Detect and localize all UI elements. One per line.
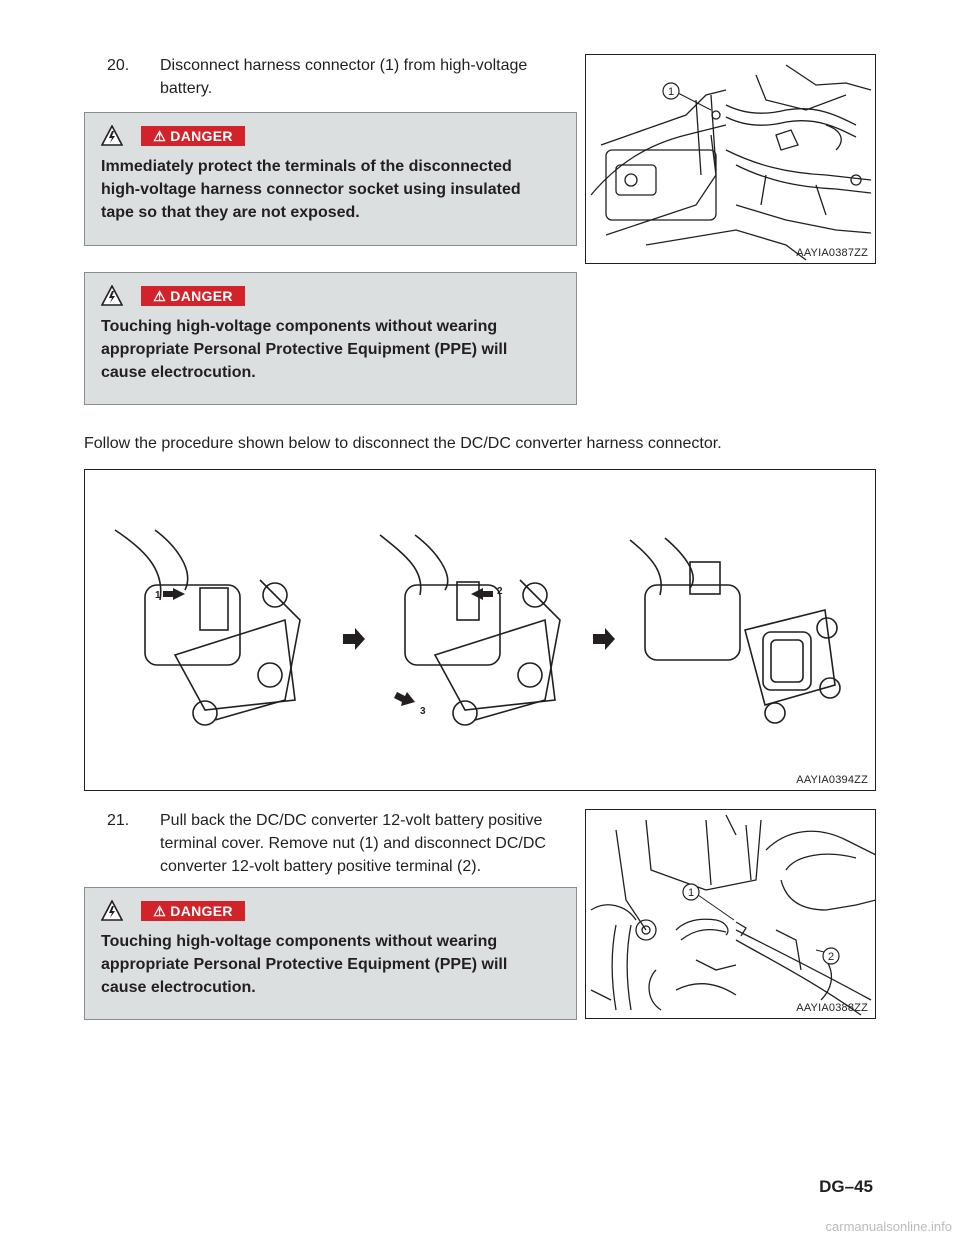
watermark: carmanualsonline.info — [825, 1219, 952, 1234]
danger-line: appropriate Personal Protective Equipment (PPE) will — [101, 956, 508, 973]
figure-code: AAYIA0388ZZ — [796, 1002, 868, 1014]
page-number: DG–45 — [819, 1177, 873, 1196]
danger-line: cause electrocution. — [101, 364, 256, 381]
step-text-line: Disconnect harness connector (1) from high-voltage — [160, 57, 528, 74]
danger-badge: ⚠ DANGER — [141, 286, 245, 306]
danger-line: Touching high-voltage components without wearing — [101, 318, 498, 335]
figure-code: AAYIA0387ZZ — [796, 247, 868, 259]
danger-line: high-voltage harness connector socket using insulated — [101, 181, 521, 198]
callout-3: 3 — [420, 706, 426, 717]
step-text-line: battery. — [160, 80, 213, 97]
danger-label: DANGER — [170, 128, 233, 144]
danger-line: tape so that they are not exposed. — [101, 204, 360, 221]
danger-line: cause electrocution. — [101, 979, 256, 996]
figure-12v-terminal — [585, 809, 876, 1019]
danger-line: appropriate Personal Protective Equipment (PPE) will — [101, 341, 508, 358]
callout-2: 2 — [497, 586, 503, 597]
callout-1: 1 — [667, 86, 675, 98]
step-text-line: converter 12-volt battery positive terminal (2). — [160, 858, 482, 875]
danger-line: Touching high-voltage components without wearing — [101, 933, 498, 950]
callout-1: 1 — [687, 887, 695, 899]
dcdc-connector-illustration — [85, 470, 876, 791]
callout-2: 2 — [827, 951, 835, 963]
danger-badge: ⚠ DANGER — [141, 901, 245, 921]
danger-box-1 — [84, 112, 577, 246]
battery-connector-illustration — [586, 55, 876, 264]
danger-text — [101, 930, 571, 999]
danger-badge: ⚠ DANGER — [141, 126, 245, 146]
danger-box-2 — [84, 272, 577, 405]
figure-dcdc-connector-procedure — [84, 469, 876, 791]
danger-label: DANGER — [170, 288, 233, 304]
danger-text — [101, 315, 571, 384]
terminal-illustration — [586, 810, 876, 1019]
high-voltage-icon — [101, 900, 123, 922]
danger-label: DANGER — [170, 903, 233, 919]
step-text-line: Pull back the DC/DC converter 12-volt battery positive — [160, 812, 543, 829]
callout-1: 1 — [155, 590, 161, 601]
danger-box-3 — [84, 887, 577, 1020]
figure-code: AAYIA0394ZZ — [796, 774, 868, 786]
danger-line: Immediately protect the terminals of the disconnected — [101, 158, 512, 175]
figure-battery-connector — [585, 54, 876, 264]
step-21 — [107, 809, 567, 878]
step-text-line: terminal cover. Remove nut (1) and disconnect DC/DC — [160, 835, 546, 852]
step-20 — [107, 54, 567, 100]
procedure-intro: Follow the procedure shown below to disconnect the DC/DC converter harness connector. — [84, 435, 722, 452]
danger-text — [101, 155, 571, 224]
step-number: 21. — [107, 812, 130, 829]
high-voltage-icon — [101, 285, 123, 307]
high-voltage-icon — [101, 125, 123, 147]
step-number: 20. — [107, 57, 130, 74]
